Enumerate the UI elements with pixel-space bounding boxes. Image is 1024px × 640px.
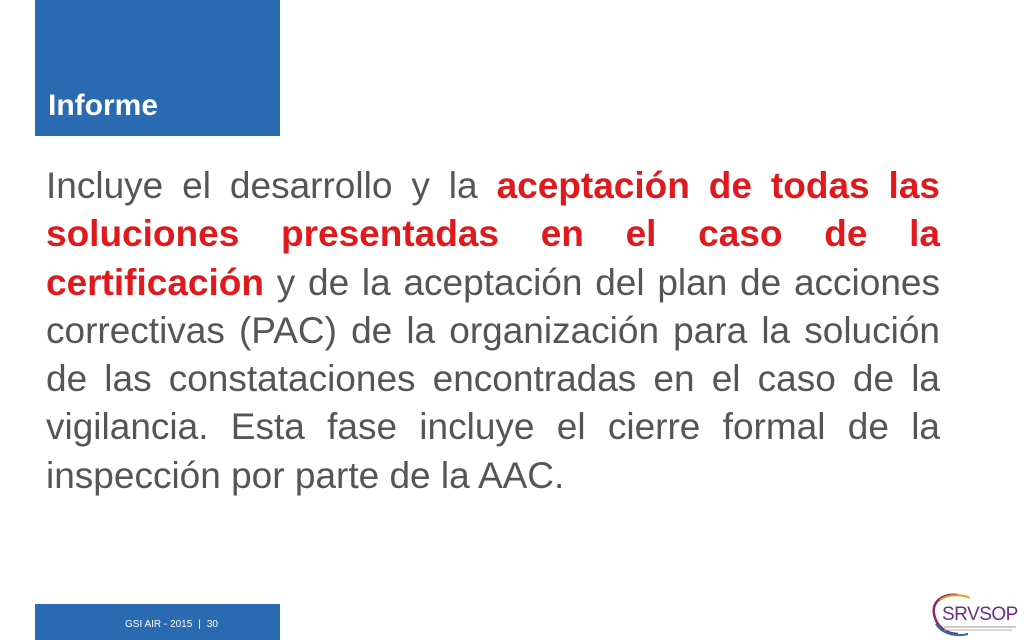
slide-body-text [46,162,940,500]
srvsop-logo-graphic [928,590,1022,638]
slide-title: Informe [48,89,159,122]
footer-label [125,619,218,631]
body-text-run: Incluye el desarrollo y la [46,165,497,206]
logo-wordmark: SRVSOP [942,604,1018,625]
footer-separator: | [198,619,201,630]
footer-course-label: GSI AIR - 2015 [125,619,193,630]
page-number: 30 [206,619,218,630]
srvsop-logo [928,590,1022,638]
body-text-run: y de la aceptación del plan de acciones correctivas (PAC) de la organización para la solución de las constataciones encontradas en el caso de la vigilancia. Esta fase incluye el cierre formal de la inspección por parte de la AAC. [46,261,940,496]
body-text-emphasis: aceptación de todas las soluciones presentadas en el caso de la certificación [46,165,940,303]
